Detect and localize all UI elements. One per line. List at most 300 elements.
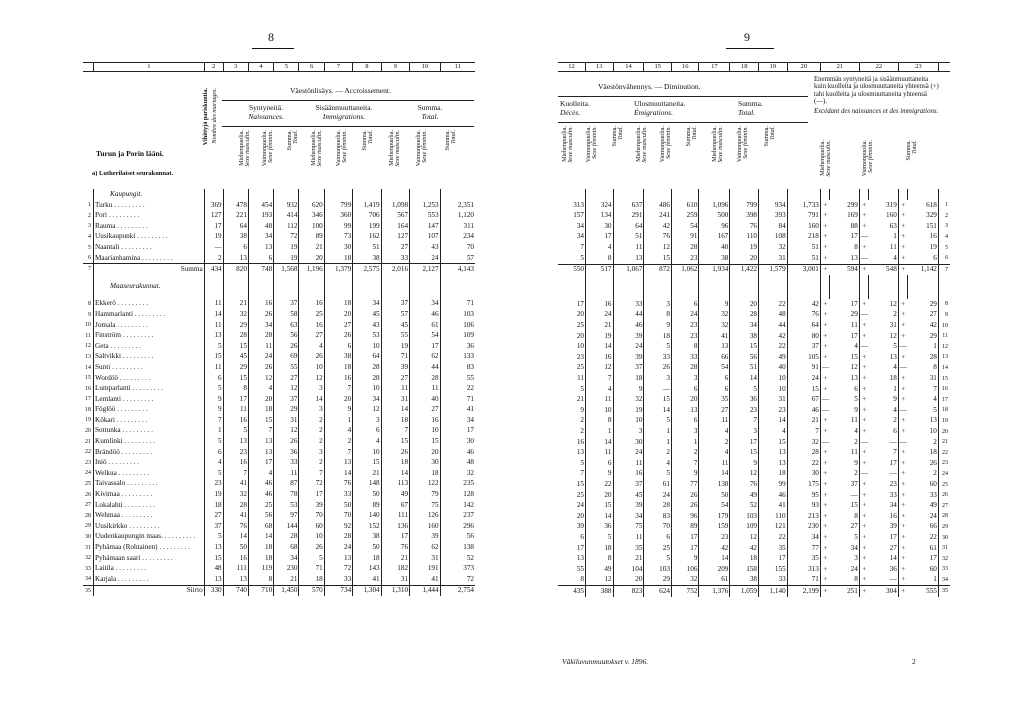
value-cell: 5: [580, 458, 584, 467]
value-cell: 319: [886, 200, 897, 209]
value-cell: 13: [248, 242, 273, 253]
footnote: Väkiluvunmuutokset v. 1896.: [562, 657, 649, 666]
value-cell: 5: [204, 532, 223, 543]
value-cell: 13: [576, 448, 584, 457]
value-cell: 570: [299, 585, 324, 596]
row-number: 8: [938, 299, 950, 310]
sign-cell: +: [820, 426, 829, 437]
value-cell: 6: [580, 532, 584, 541]
sign-cell: +: [859, 575, 868, 586]
value-cell: 70: [440, 242, 475, 253]
value-cell: 16: [586, 352, 614, 363]
value-cell: 14: [381, 405, 409, 416]
value-cell: 21: [299, 242, 324, 253]
value-cell: 111: [223, 564, 248, 575]
sign-cell: +: [898, 543, 907, 554]
column-label: Vaimonpuolia.: [659, 126, 666, 163]
married-label: Vihittyjä pariskuntia.: [202, 88, 209, 146]
value-cell: 24: [324, 542, 352, 553]
value-cell: 31: [410, 553, 441, 564]
value-cell: 6: [204, 447, 223, 458]
value-cell: 14: [699, 553, 730, 564]
value-cell: 68: [274, 542, 299, 553]
empty-cell: [859, 189, 868, 200]
empty-cell: [759, 275, 788, 299]
value-cell: 106: [671, 564, 699, 575]
value-cell: 2: [299, 436, 324, 447]
value-cell: 4: [586, 242, 614, 253]
value-cell: 1: [644, 426, 672, 437]
page-number: 8: [268, 30, 274, 44]
value-cell: 18: [929, 448, 937, 457]
value-cell: 24: [644, 490, 672, 501]
value-cell: 28: [929, 352, 937, 361]
row-number: 22: [85, 449, 92, 456]
sign-cell: +: [898, 352, 907, 363]
value-cell: 23: [671, 331, 699, 342]
value-cell: 3,001: [787, 264, 820, 275]
value-cell: 29: [929, 299, 937, 308]
parish-name: Uudenkaupungin maas.: [95, 532, 163, 541]
value-cell: 3: [644, 299, 672, 310]
value-cell: 24: [410, 253, 441, 264]
value-cell: 18: [586, 543, 614, 554]
empty-cell: [613, 275, 644, 299]
column-label: Summa.: [361, 130, 368, 151]
row-number: 21: [85, 438, 92, 445]
sign-cell: —: [859, 253, 868, 264]
value-cell: 4: [353, 436, 381, 447]
sign-cell: +: [820, 479, 829, 490]
value-cell: 20: [730, 299, 759, 310]
value-cell: 29: [929, 331, 937, 340]
value-cell: 17: [299, 489, 324, 500]
value-cell: 70: [644, 522, 672, 533]
value-cell: 45: [613, 490, 644, 501]
sign-cell: —: [899, 405, 907, 414]
value-cell: 13: [850, 374, 858, 382]
value-cell: 14: [889, 554, 897, 563]
value-cell: 41: [223, 511, 248, 522]
value-cell: 122: [410, 479, 441, 490]
value-cell: 21: [223, 299, 248, 310]
sign-cell: +: [898, 211, 907, 222]
value-cell: 20: [324, 394, 352, 405]
value-cell: 147: [410, 221, 441, 232]
value-cell: 9: [699, 299, 730, 310]
column-number: 8: [353, 63, 381, 72]
section-row: [83, 275, 475, 299]
row-number: 31: [85, 544, 92, 551]
value-cell: 49: [759, 352, 788, 363]
column-number: 11: [440, 63, 475, 72]
row-name: [94, 373, 205, 384]
value-cell: 18: [324, 253, 352, 264]
dot-leader: . . . . . . . . .: [115, 405, 148, 414]
value-cell: 44: [613, 310, 644, 321]
sign-cell: +: [859, 416, 868, 427]
value-cell: 6: [248, 253, 273, 264]
value-cell: 9: [580, 405, 584, 414]
value-cell: 32: [787, 437, 820, 448]
table-row: [83, 232, 475, 243]
dot-leader: . . . . . . . . .: [120, 511, 153, 520]
sign-cell: +: [820, 200, 829, 211]
value-cell: 51: [730, 363, 759, 374]
value-cell: 21: [586, 320, 614, 331]
value-cell: 548: [869, 264, 899, 275]
value-cell: 18: [248, 405, 273, 416]
value-cell: 434: [204, 264, 223, 275]
sign-cell: +: [859, 320, 868, 331]
sign-cell: +: [820, 522, 829, 533]
value-cell: 34: [613, 511, 644, 522]
empty-cell: [787, 275, 820, 299]
value-cell: 311: [440, 221, 475, 232]
value-cell: 7: [787, 426, 820, 437]
empty-cell: [644, 275, 672, 299]
value-cell: 76: [730, 221, 759, 232]
value-cell: 13: [204, 574, 223, 585]
column-number-row: [83, 63, 475, 72]
value-cell: 2: [580, 416, 584, 425]
value-cell: 24: [248, 352, 273, 363]
value-cell: 17: [850, 331, 858, 340]
emigration-label-fr: Émigrations.: [634, 107, 673, 117]
value-cell: 11: [381, 383, 409, 394]
value-cell: 221: [223, 211, 248, 222]
sign-cell: +: [859, 299, 868, 310]
empty-cell: [558, 189, 586, 200]
value-cell: 6: [671, 299, 699, 310]
value-cell: 4: [759, 426, 788, 437]
table-row: [83, 585, 475, 596]
table-row: [558, 264, 950, 275]
value-cell: 1,067: [613, 264, 644, 275]
value-cell: 83: [644, 511, 672, 522]
value-cell: 28: [644, 500, 672, 511]
value-cell: 11: [223, 405, 248, 416]
parish-name: Uusikirkko: [95, 521, 128, 530]
value-cell: 31: [889, 321, 897, 330]
value-cell: 12: [274, 426, 299, 437]
parish-name: Sottunka: [95, 426, 121, 435]
value-cell: 62: [410, 542, 441, 553]
value-cell: 8: [854, 511, 858, 520]
value-cell: 1: [893, 384, 897, 393]
empty-cell: [830, 189, 860, 200]
table-row: [83, 341, 475, 352]
value-cell: 19: [274, 253, 299, 264]
empty-cell: [613, 189, 644, 200]
value-cell: 299: [847, 200, 858, 209]
value-cell: 55: [274, 362, 299, 373]
value-cell: 106: [440, 320, 475, 331]
value-cell: 22: [759, 299, 788, 310]
sign-cell: +: [859, 331, 868, 342]
value-cell: 27: [274, 373, 299, 384]
value-cell: 7: [671, 458, 699, 469]
value-cell: 7: [248, 426, 273, 437]
value-cell: 6: [324, 341, 352, 352]
column-label: Sexe féminin.: [742, 126, 749, 159]
value-cell: 42: [929, 321, 937, 330]
value-cell: 1: [933, 342, 937, 351]
page-number: 9: [744, 30, 750, 44]
value-cell: 360: [324, 211, 352, 222]
row-number: 28: [938, 511, 950, 522]
column-number: 23: [898, 63, 938, 72]
value-cell: 13: [613, 253, 644, 264]
row-name: [94, 564, 205, 575]
table-row: [558, 479, 950, 490]
row-number: 3: [88, 223, 92, 230]
value-cell: 21: [353, 468, 381, 479]
value-cell: 872: [644, 264, 672, 275]
sign-cell: +: [859, 543, 868, 554]
row-number: 28: [85, 512, 92, 519]
row-number: 13: [85, 353, 92, 360]
table-row: [83, 447, 475, 458]
value-cell: 16: [248, 299, 273, 310]
row-name: [94, 253, 205, 264]
value-cell: 61: [929, 543, 937, 552]
column-number: 12: [558, 63, 586, 72]
deaths-label-fr: Décès.: [560, 107, 581, 117]
value-cell: 49: [929, 501, 937, 510]
value-cell: 15: [850, 352, 858, 361]
value-cell: 20: [576, 331, 584, 340]
decrease-title: Väestönvähennys. — Diminution.: [598, 82, 701, 91]
row-number: 9: [938, 310, 950, 321]
value-cell: 35: [699, 395, 730, 406]
dot-leader: . . . . . . . . .: [122, 500, 155, 509]
value-cell: 34: [353, 299, 381, 310]
column-number-blank: [938, 63, 950, 72]
value-cell: 6: [204, 373, 223, 384]
column-number: 2: [204, 63, 223, 72]
page-rule: [726, 48, 774, 49]
value-cell: 5: [204, 468, 223, 479]
value-cell: 23: [730, 405, 759, 416]
value-cell: 75: [613, 522, 644, 533]
value-cell: 5: [644, 553, 672, 564]
parish-name: Wehmaa: [95, 511, 120, 520]
empty-cell: [223, 189, 248, 200]
row-name: [94, 458, 205, 469]
table-row: [83, 574, 475, 585]
table-row: [83, 242, 475, 253]
value-cell: 4: [644, 458, 672, 469]
value-cell: 414: [274, 211, 299, 222]
value-cell: 54: [671, 221, 699, 232]
value-cell: 39: [889, 522, 897, 531]
section-title: Maaseurakunnat.: [94, 275, 205, 299]
parish-name: Welkua: [95, 468, 117, 477]
value-cell: 46: [759, 490, 788, 501]
value-cell: 1,376: [699, 586, 730, 597]
value-cell: 17: [850, 232, 858, 241]
value-cell: 41: [699, 331, 730, 342]
sign-cell: +: [859, 405, 868, 416]
value-cell: 44: [759, 320, 788, 331]
value-cell: 37: [613, 363, 644, 374]
total-label: Summa.: [417, 103, 443, 112]
empty-cell: [381, 275, 409, 299]
value-cell: 48: [204, 564, 223, 575]
value-cell: 71: [299, 564, 324, 575]
table-row: [83, 542, 475, 553]
value-cell: 77: [787, 543, 820, 554]
row-number: 1: [938, 200, 950, 211]
value-cell: 11: [889, 243, 897, 252]
sign-cell: —: [899, 437, 907, 446]
value-cell: 791: [787, 211, 820, 222]
value-cell: 191: [410, 564, 441, 575]
row-name: [94, 542, 205, 553]
value-cell: 34: [440, 415, 475, 426]
row-number: 3: [938, 221, 950, 232]
value-cell: 148: [353, 479, 381, 490]
value-cell: 97: [274, 511, 299, 522]
empty-cell: [299, 275, 324, 299]
value-cell: 11: [204, 299, 223, 310]
value-cell: 23: [223, 447, 248, 458]
sign-cell: +: [820, 211, 829, 222]
value-cell: 14: [381, 468, 409, 479]
total-label-fr: Total.: [738, 107, 756, 117]
value-cell: 46: [613, 320, 644, 331]
value-cell: 20: [576, 310, 584, 319]
value-cell: 22: [929, 532, 937, 541]
value-cell: 11: [204, 362, 223, 373]
value-cell: 155: [759, 564, 788, 575]
value-cell: 9: [204, 394, 223, 405]
value-cell: 16: [223, 415, 248, 426]
value-cell: 179: [699, 511, 730, 522]
value-cell: 112: [274, 221, 299, 232]
value-cell: 29: [850, 310, 858, 319]
column-label: Sexe masculin.: [717, 126, 724, 163]
value-cell: 2: [204, 253, 223, 264]
value-cell: 1,142: [907, 264, 938, 275]
dot-leader: . . . . . . . . .: [130, 384, 163, 393]
value-cell: 61: [644, 479, 672, 490]
table-row: [558, 532, 950, 543]
row-number: 1: [88, 202, 92, 209]
parish-name: Lokalahti: [95, 500, 123, 509]
value-cell: 162: [353, 232, 381, 243]
parish-name: Pori: [95, 211, 108, 220]
value-cell: 24: [850, 564, 858, 573]
value-cell: 329: [926, 211, 937, 220]
value-cell: 24: [613, 342, 644, 353]
value-cell: 119: [248, 564, 273, 575]
dot-leader: . . . . . . . . .: [119, 490, 153, 499]
empty-cell: [938, 189, 950, 200]
value-cell: 2: [299, 415, 324, 426]
column-label: Miehenpuolia.: [711, 126, 718, 162]
value-cell: 26: [248, 309, 273, 320]
sign-cell: +: [820, 264, 829, 275]
empty-cell: [759, 189, 788, 200]
sign-cell: +: [820, 447, 829, 458]
value-cell: 5: [223, 426, 248, 437]
value-cell: 42: [699, 543, 730, 554]
value-cell: 133: [440, 352, 475, 363]
value-cell: 10: [929, 426, 937, 435]
value-cell: 799: [730, 200, 759, 211]
value-cell: 51: [787, 242, 820, 253]
value-cell: 12: [586, 575, 614, 586]
sign-cell: +: [820, 416, 829, 427]
parish-name: Kivimaa: [95, 490, 120, 499]
value-cell: 18: [324, 299, 352, 310]
value-cell: 36: [586, 522, 614, 533]
value-cell: 56: [248, 511, 273, 522]
sign-cell: +: [859, 479, 868, 490]
header-space-row: [558, 72, 950, 190]
county-title: Turun ja Porin lääni.: [96, 149, 164, 158]
value-cell: 71: [440, 394, 475, 405]
column-label: Sexe féminin.: [341, 130, 348, 163]
parish-name: Lemlanti: [95, 394, 121, 403]
value-cell: 140: [353, 511, 381, 522]
value-cell: 76: [644, 232, 672, 243]
value-cell: 291: [613, 211, 644, 222]
sign-cell: +: [820, 384, 829, 395]
value-cell: 36: [274, 447, 299, 458]
row-name: [94, 574, 205, 585]
sign-cell: —: [860, 310, 869, 319]
total-label: Summa.: [738, 99, 763, 108]
value-cell: 83: [440, 362, 475, 373]
value-cell: 34: [576, 221, 584, 230]
column-number: 9: [381, 63, 409, 72]
value-cell: 60: [929, 564, 937, 573]
dot-leader: . . . . . . . . .: [106, 458, 139, 467]
value-cell: 51: [787, 253, 820, 264]
value-cell: 1,304: [353, 585, 381, 596]
value-cell: 2: [644, 447, 672, 458]
value-cell: 34: [274, 553, 299, 564]
parish-name: Kökari: [95, 415, 115, 424]
column-label: Total.: [911, 140, 918, 155]
value-cell: 42: [730, 543, 759, 554]
value-cell: 1,934: [699, 264, 730, 275]
column-label: Total.: [450, 130, 457, 145]
sign-cell: +: [859, 211, 868, 222]
row-number: 35: [83, 585, 94, 596]
row-number: 5: [88, 244, 92, 251]
value-cell: 104: [613, 564, 644, 575]
value-cell: 136: [381, 521, 409, 532]
value-cell: 26: [299, 542, 324, 553]
empty-cell: [274, 275, 299, 299]
value-cell: —: [644, 384, 672, 395]
parish-name: Laitila: [95, 564, 114, 573]
dot-leader: . . . . . . . . .: [135, 232, 168, 241]
column-label: Sexe féminin.: [665, 126, 672, 159]
empty-cell: [730, 275, 759, 299]
value-cell: 127: [381, 232, 409, 243]
value-cell: 113: [381, 479, 409, 490]
row-number: 23: [938, 458, 950, 469]
dot-leader: . . . . . . . . .: [140, 253, 173, 262]
value-cell: 46: [248, 479, 273, 490]
table-row: [83, 320, 475, 331]
empty-cell: [299, 189, 324, 200]
